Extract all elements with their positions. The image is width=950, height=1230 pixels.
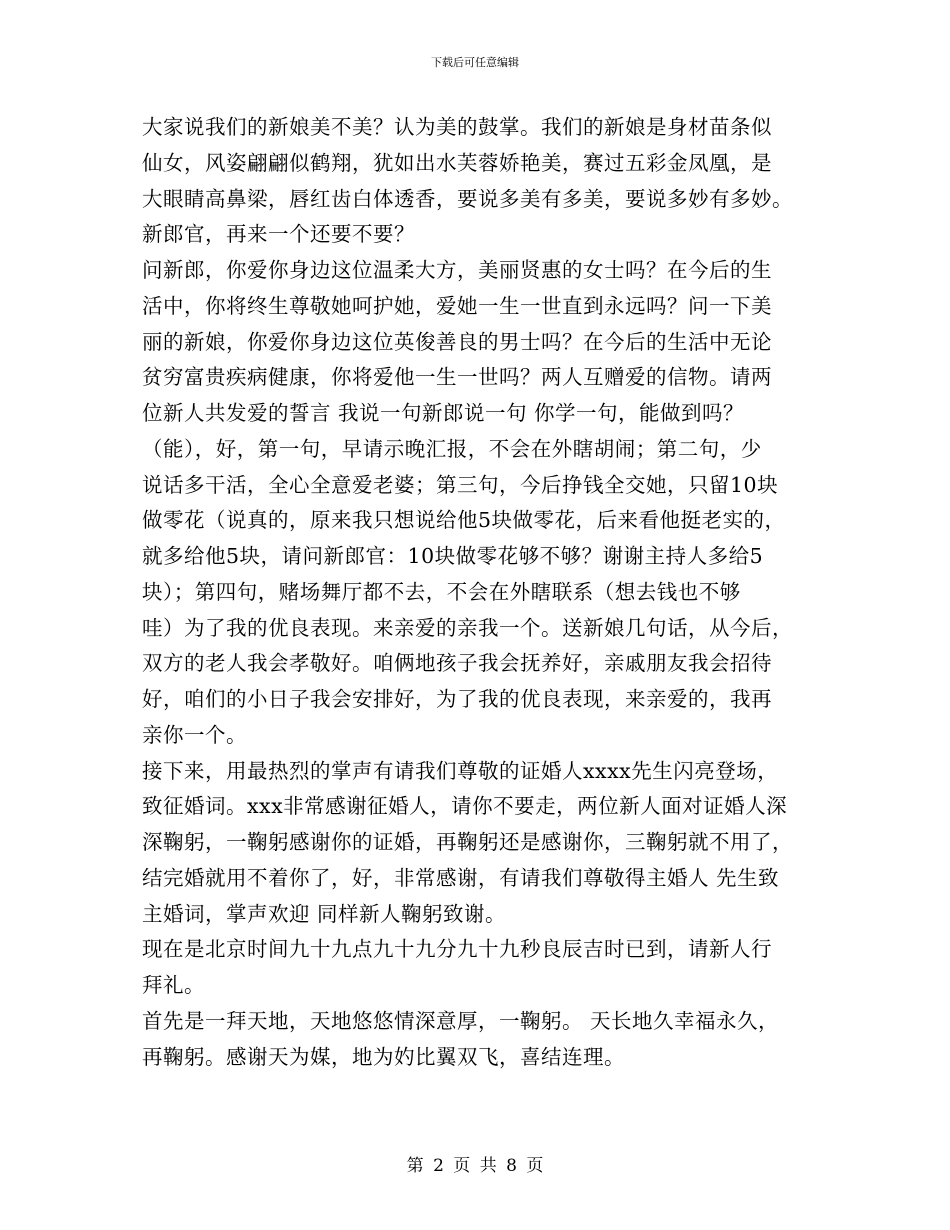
- text-line: 大家说我们的新娘美不美？认为美的鼓掌。我们的新娘是身材苗条似: [142, 115, 772, 139]
- text-line: 块）；第四句，赌场舞厅都不去，不会在外瞎联系（想去钱也不够: [142, 579, 741, 604]
- text-line: 首先是一拜天地，天地悠悠情深意厚，一鞠躬。 天长地久幸福永久，: [142, 1008, 780, 1033]
- body-text: [142, 110, 817, 1075]
- text-line: 再鞠躬。感谢天为媒，地为妁比翼双飞，喜结连理。: [142, 1044, 625, 1069]
- text-line: 位新人共发爱的誓言 我说一句新郎说一句 你学一句，能做到吗？: [142, 401, 745, 425]
- header-note: 下载后可任意编辑: [431, 56, 519, 69]
- text-line: 亲你一个。: [142, 722, 247, 747]
- text-line: 主婚词，掌声欢迎 同样新人鞠躬致谢。: [142, 901, 507, 926]
- text-line: 说话多干活，全心全意爱老婆；第三句，今后挣钱全交她，只留10块: [142, 472, 779, 497]
- text-line: 深鞠躬，一鞠躬感谢你的证婚，再鞠躬还是感谢你，三鞠躬就不用了，: [142, 830, 793, 854]
- text-line: 致征婚词。xxx非常感谢征婚人，请你不要走，两位新人面对证婚人深: [142, 794, 788, 819]
- text-line: （能），好，第一句，早请示晚汇报，不会在外瞎胡闹；第二句，少: [142, 436, 762, 461]
- text-line: 哇）为了我的优良表现。来亲爱的亲我一个。送新娘几句话，从今后，: [142, 615, 793, 640]
- text-line: 贫穷富贵疾病健康，你将爱他一生一世吗？两人互赠爱的信物。请两: [142, 365, 772, 390]
- page-number: 第 2 页 共 8 页: [406, 1156, 544, 1176]
- text-line: 大眼睛高鼻梁，唇红齿白体透香，要说多美有多美，要说多妙有多妙。: [142, 186, 793, 211]
- text-line: 现在是北京时间九十九点九十九分九十九秒良辰吉时已到，请新人行: [142, 937, 772, 962]
- text-line: 好，咱们的小日子我会安排好，为了我的优良表现，来亲爱的，我再: [142, 687, 772, 711]
- text-line: 仙女，风姿翩翩似鹤翔，犹如出水芙蓉娇艳美，赛过五彩金凤凰，是: [142, 150, 772, 175]
- text-line: 丽的新娘，你爱你身边这位英俊善良的男士吗？在今后的生活中无论: [142, 329, 772, 354]
- text-line: 问新郎，你爱你身边这位温柔大方，美丽贤惠的女士吗？在今后的生: [142, 258, 772, 282]
- text-line: 做零花（说真的，原来我只想说给他5块做零花，后来看他挺老实的，: [142, 508, 786, 533]
- text-line: 接下来，用最热烈的掌声有请我们尊敬的证婚人xxxx先生闪亮登场，: [142, 758, 779, 783]
- text-line: 拜礼。: [142, 973, 205, 997]
- text-line: 就多给他5块，请问新郎官：10块做零花够不够？谢谢主持人多给5: [142, 544, 764, 568]
- text-line: 双方的老人我会孝敬好。咱俩地孩子我会抚养好，亲戚朋友我会招待: [142, 651, 772, 676]
- text-line: 结完婚就用不着你了，好，非常感谢，有请我们尊敬得主婚人 先生致: [142, 865, 780, 890]
- text-line: 活中，你将终生尊敬她呵护她，爱她一生一世直到永远吗？问一下美: [142, 293, 772, 318]
- text-line: 新郎官，再来一个还要不要？: [142, 222, 415, 247]
